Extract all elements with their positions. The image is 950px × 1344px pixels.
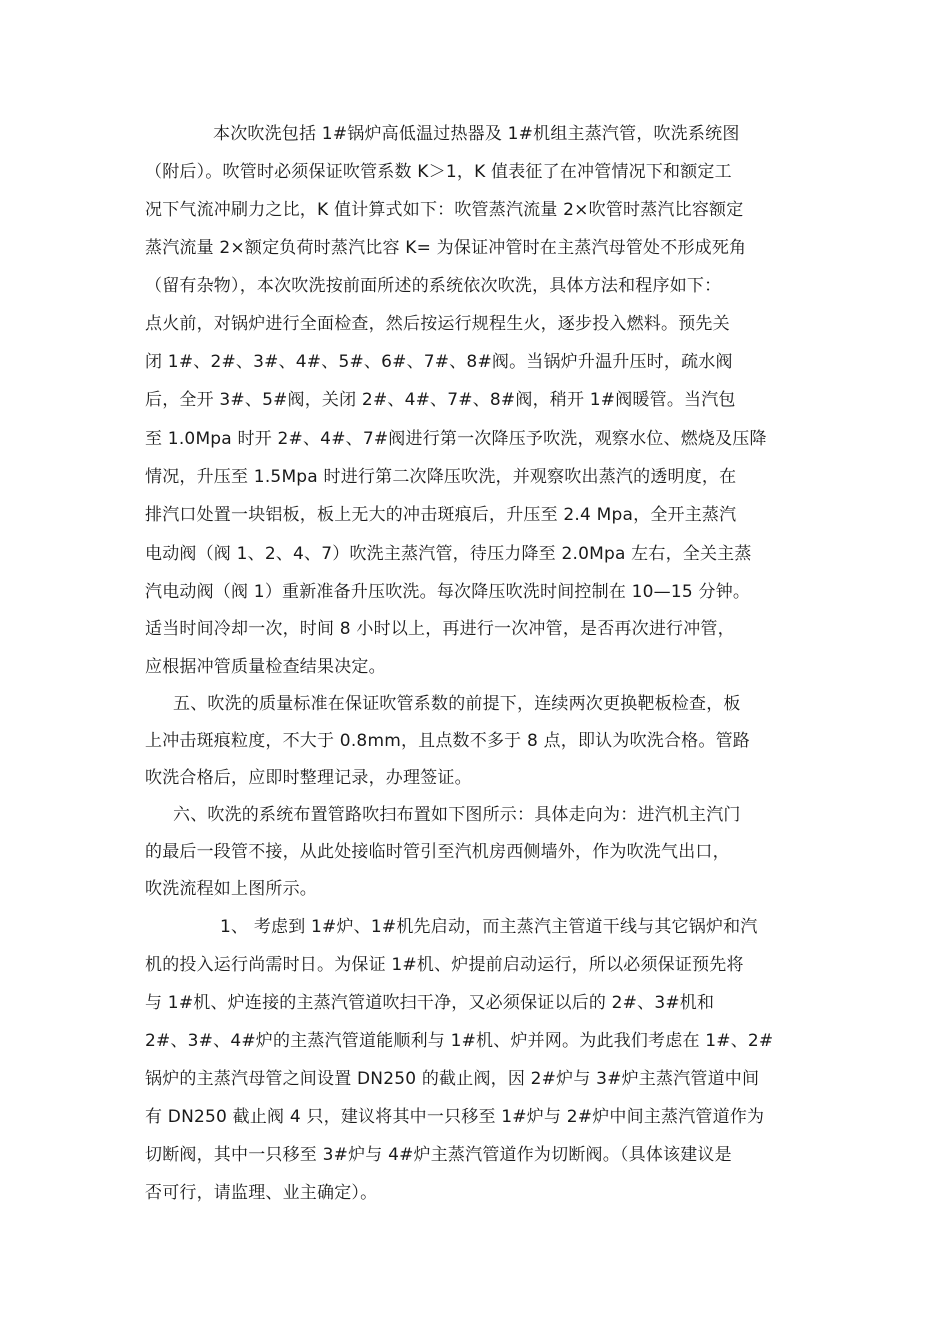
text-line: 机的投入运行尚需时日。为保证 1#机、炉提前启动运行，所以必须保证预先将 xyxy=(145,955,744,975)
text-line: 六、吹洗的系统布置管路吹扫布置如下图所示：具体走向为：进汽机主汽门 xyxy=(173,805,741,825)
text-line: 情况，升压至 1.5Mpa 时进行第二次降压吹洗，并观察吹出蒸汽的透明度，在 xyxy=(145,467,737,487)
text-line: 后，全开 3#、5#阀，关闭 2#、4#、7#、8#阀，稍开 1#阀暖管。当汽包 xyxy=(145,390,736,410)
text-line: 切断阀，其中一只移至 3#炉与 4#炉主蒸汽管道作为切断阀。（具体该建议是 xyxy=(145,1145,732,1165)
text-line: 上冲击斑痕粒度，不大于 0.8mm，且点数不多于 8 点，即认为吹洗合格。管路 xyxy=(145,731,750,751)
text-line: （附后）。吹管时必须保证吹管系数 K＞1，K 值表征了在冲管情况下和额定工 xyxy=(145,162,732,182)
text-line: 的最后一段管不接，从此处接临时管引至汽机房西侧墙外，作为吹洗气出口， xyxy=(145,842,730,862)
text-line: 闭 1#、2#、3#、4#、5#、6#、7#、8#阀。当锅炉升温升压时，疏水阀 xyxy=(145,352,733,372)
text-line: 吹洗流程如上图所示。 xyxy=(145,879,317,899)
text-line: 点火前，对锅炉进行全面检查，然后按运行规程生火，逐步投入燃料。预先关 xyxy=(145,314,730,334)
text-line: 汽电动阀（阀 1）重新准备升压吹洗。每次降压吹洗时间控制在 10—15 分钟。 xyxy=(145,582,751,602)
text-line: 否可行，请监理、业主确定）。 xyxy=(145,1183,378,1203)
text-line: 应根据冲管质量检查结果决定。 xyxy=(145,657,386,677)
text-line: 适当时间冷却一次，时间 8 小时以上，再进行一次冲管，是否再次进行冲管， xyxy=(145,619,735,639)
text-line: 排汽口处置一块铝板，板上无大的冲击斑痕后，升压至 2.4 Mpa，全开主蒸汽 xyxy=(145,505,737,525)
text-line: 有 DN250 截止阀 4 只，建议将其中一只移至 1#炉与 2#炉中间主蒸汽管道作为 xyxy=(145,1107,765,1127)
text-line: （留有杂物），本次吹洗按前面所述的系统依次吹洗，具体方法和程序如下： xyxy=(145,276,722,296)
text-line: 与 1#机、炉连接的主蒸汽管道吹扫干净，又必须保证以后的 2#、3#机和 xyxy=(145,993,715,1013)
text-line: 1、 考虑到 1#炉、1#机先启动，而主蒸汽主管道干线与其它锅炉和汽 xyxy=(220,917,758,937)
text-line: 五、吹洗的质量标准在保证吹管系数的前提下，连续两次更换靶板检查，板 xyxy=(173,694,741,714)
text-line: 锅炉的主蒸汽母管之间设置 DN250 的截止阀，因 2#炉与 3#炉主蒸汽管道中间 xyxy=(145,1069,760,1089)
text-line: 至 1.0Mpa 时开 2#、4#、7#阀进行第一次降压予吹洗，观察水位、燃烧及压降 xyxy=(145,429,767,449)
text-line: 2#、3#、4#炉的主蒸汽管道能顺利与 1#机、炉并网。为此我们考虑在 1#、2# xyxy=(145,1031,774,1051)
text-line: 电动阀（阀 1、2、4、7）吹洗主蒸汽管，待压力降至 2.0Mpa 左右，全关主蒸 xyxy=(145,544,752,564)
text-line: 吹洗合格后，应即时整理记录，办理签证。 xyxy=(145,768,472,788)
text-line: 况下气流冲刷力之比，K 值计算式如下：吹管蒸汽流量 2×吹管时蒸汽比容额定 xyxy=(145,200,744,220)
text-line: 本次吹洗包括 1#锅炉高低温过热器及 1#机组主蒸汽管，吹洗系统图 xyxy=(213,124,740,144)
text-line: 蒸汽流量 2×额定负荷时蒸汽比容 K= 为保证冲管时在主蒸汽母管处不形成死角 xyxy=(145,238,747,258)
